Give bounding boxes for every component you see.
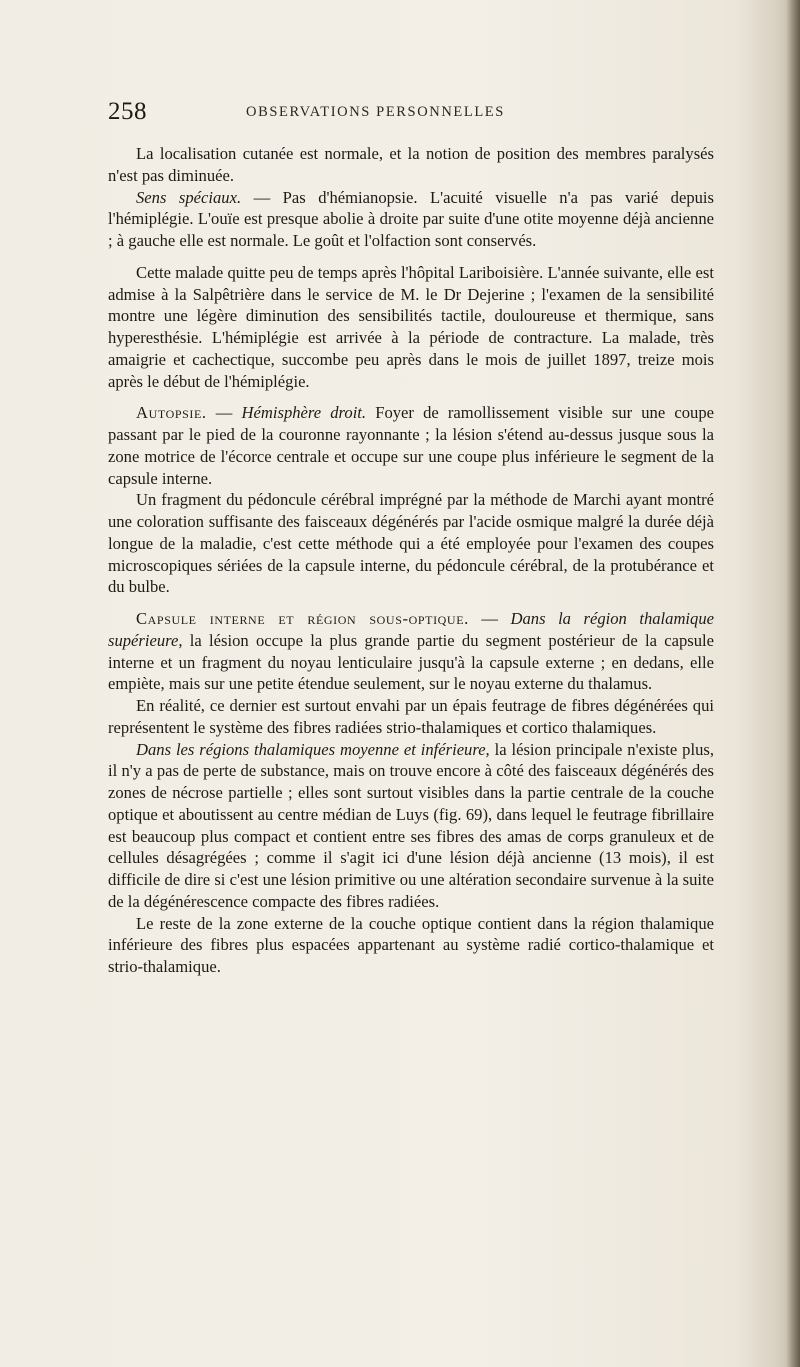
- paragraph-text: Foyer de ramollissement visible sur une coupe passant par le pied de la couronne rayonnante ; la lésion s'étend au-dessus jusque sous la zone motrice de l'écorce centrale et occupe sur une coupe plus inférieure le segment de la capsule interne.: [108, 403, 714, 488]
- page-header: [108, 98, 708, 128]
- paragraph-autopsie: [108, 402, 714, 489]
- paragraph-text: Cette malade quitte peu de temps après l'hôpital Lariboisière. L'année suivante, elle est admise à la Salpêtrière dans le service de M. le Dr Dejerine ; l'examen de la sensibilité montre une légère diminution des sensibilités tactile, douloureuse et thermique, sans hyperesthésie. L'hémiplégie est arrivée à la période de contracture. La malade, très amaigrie et cachectique, succombe peu après dans le mois de juillet 1897, treize mois après le début de l'hémiplégie.: [108, 262, 714, 391]
- page-binding-shadow: [786, 0, 800, 1367]
- paragraph-fragment-pedoncule: [108, 489, 714, 598]
- paragraph-text: la lésion principale n'existe plus, il n'y a pas de perte de substance, mais on trouve encore à côté des faisceaux dégénérés des zones de nécrose partielle ; elles sont surtout visibles dans la partie centrale de la couche optique et aboutissent au centre médian de Luys (fig. 69), dans lequel le feutrage fibrillaire est beaucoup plus compact et contient entre ses fibres des amas de corps granuleux et de cellules désagrégées ; comme il s'agit ici d'une lésion déjà ancienne (13 mois), il est difficile de dire si c'est une lésion primitive ou une altération secondaire survenue à la suite de la dégénérescence compacte des fibres radiées.: [108, 739, 714, 911]
- paragraph-regions-thalamiques: [108, 739, 714, 913]
- paragraph-capsule-interne: [108, 608, 714, 695]
- section-heading-small-caps: Capsule interne et région sous-optique.: [136, 609, 469, 628]
- paragraph-lead-italic: Sens spéciaux.: [136, 187, 242, 207]
- subsection-italic: Dans les régions thalamiques moyenne et inférieure,: [136, 739, 490, 759]
- paragraph-text: Un fragment du pédoncule cérébral imprégné par la méthode de Marchi ayant montré une coloration suffisante des faisceaux dégénérés par l'acide osmique malgré la durée déjà longue de la maladie, c'est cette méthode qui a été employée pour l'examen des coupes microscopiques sériées de la capsule interne, du pédoncule cérébral, de la protubérance et du bulbe.: [108, 490, 714, 597]
- subsection-italic: Hémisphère droit.: [241, 403, 367, 423]
- paragraph-text: la lésion occupe la plus grande partie du segment postérieur de la capsule interne et un fragment du noyau lenticulaire jusqu'à la capsule externe ; en dedans, elle empiète, mais sur une petite étendue seulement, sur le noyau externe du thalamus.: [108, 630, 714, 694]
- paragraph-realite: [108, 695, 714, 739]
- paragraph-suite-evolution: [108, 262, 714, 393]
- subsection-italic: Dans la région thalamique supérieure,: [108, 609, 714, 650]
- heading-dash: —: [468, 609, 511, 628]
- paragraph-text: — Pas d'hémianopsie. L'acuité visuelle n'a pas varié depuis l'hémiplégie. L'ouïe est presque abolie à droite par suite d'une otite moyenne déjà ancienne ; à gauche elle est normale. Le goût et l'olfaction sont conservés.: [108, 187, 714, 250]
- paragraph-text: Le reste de la zone externe de la couche optique contient dans la région thalamique inférieure des fibres plus espacées appartenant au système radié cortico-thalamique et strio-thalamique.: [108, 913, 714, 976]
- heading-dash: —: [206, 403, 242, 423]
- section-heading-small-caps: Autopsie.: [136, 403, 207, 423]
- body-text: [108, 143, 714, 978]
- paragraph-sens-speciaux: [108, 187, 714, 252]
- paragraph-zone-externe: [108, 913, 714, 978]
- paragraph-text: En réalité, ce dernier est surtout envahi par un épais feutrage de fibres dégénérées qui représentent le système des fibres radiées strio-thalamiques et cortico thalamiques.: [108, 696, 714, 737]
- page-number: 258: [108, 98, 147, 125]
- running-title: OBSERVATIONS PERSONNELLES: [246, 104, 505, 120]
- paragraph-localisation: [108, 143, 714, 187]
- paragraph-text: La localisation cutanée est normale, et la notion de position des membres paralysés n'est pas diminuée.: [108, 144, 714, 185]
